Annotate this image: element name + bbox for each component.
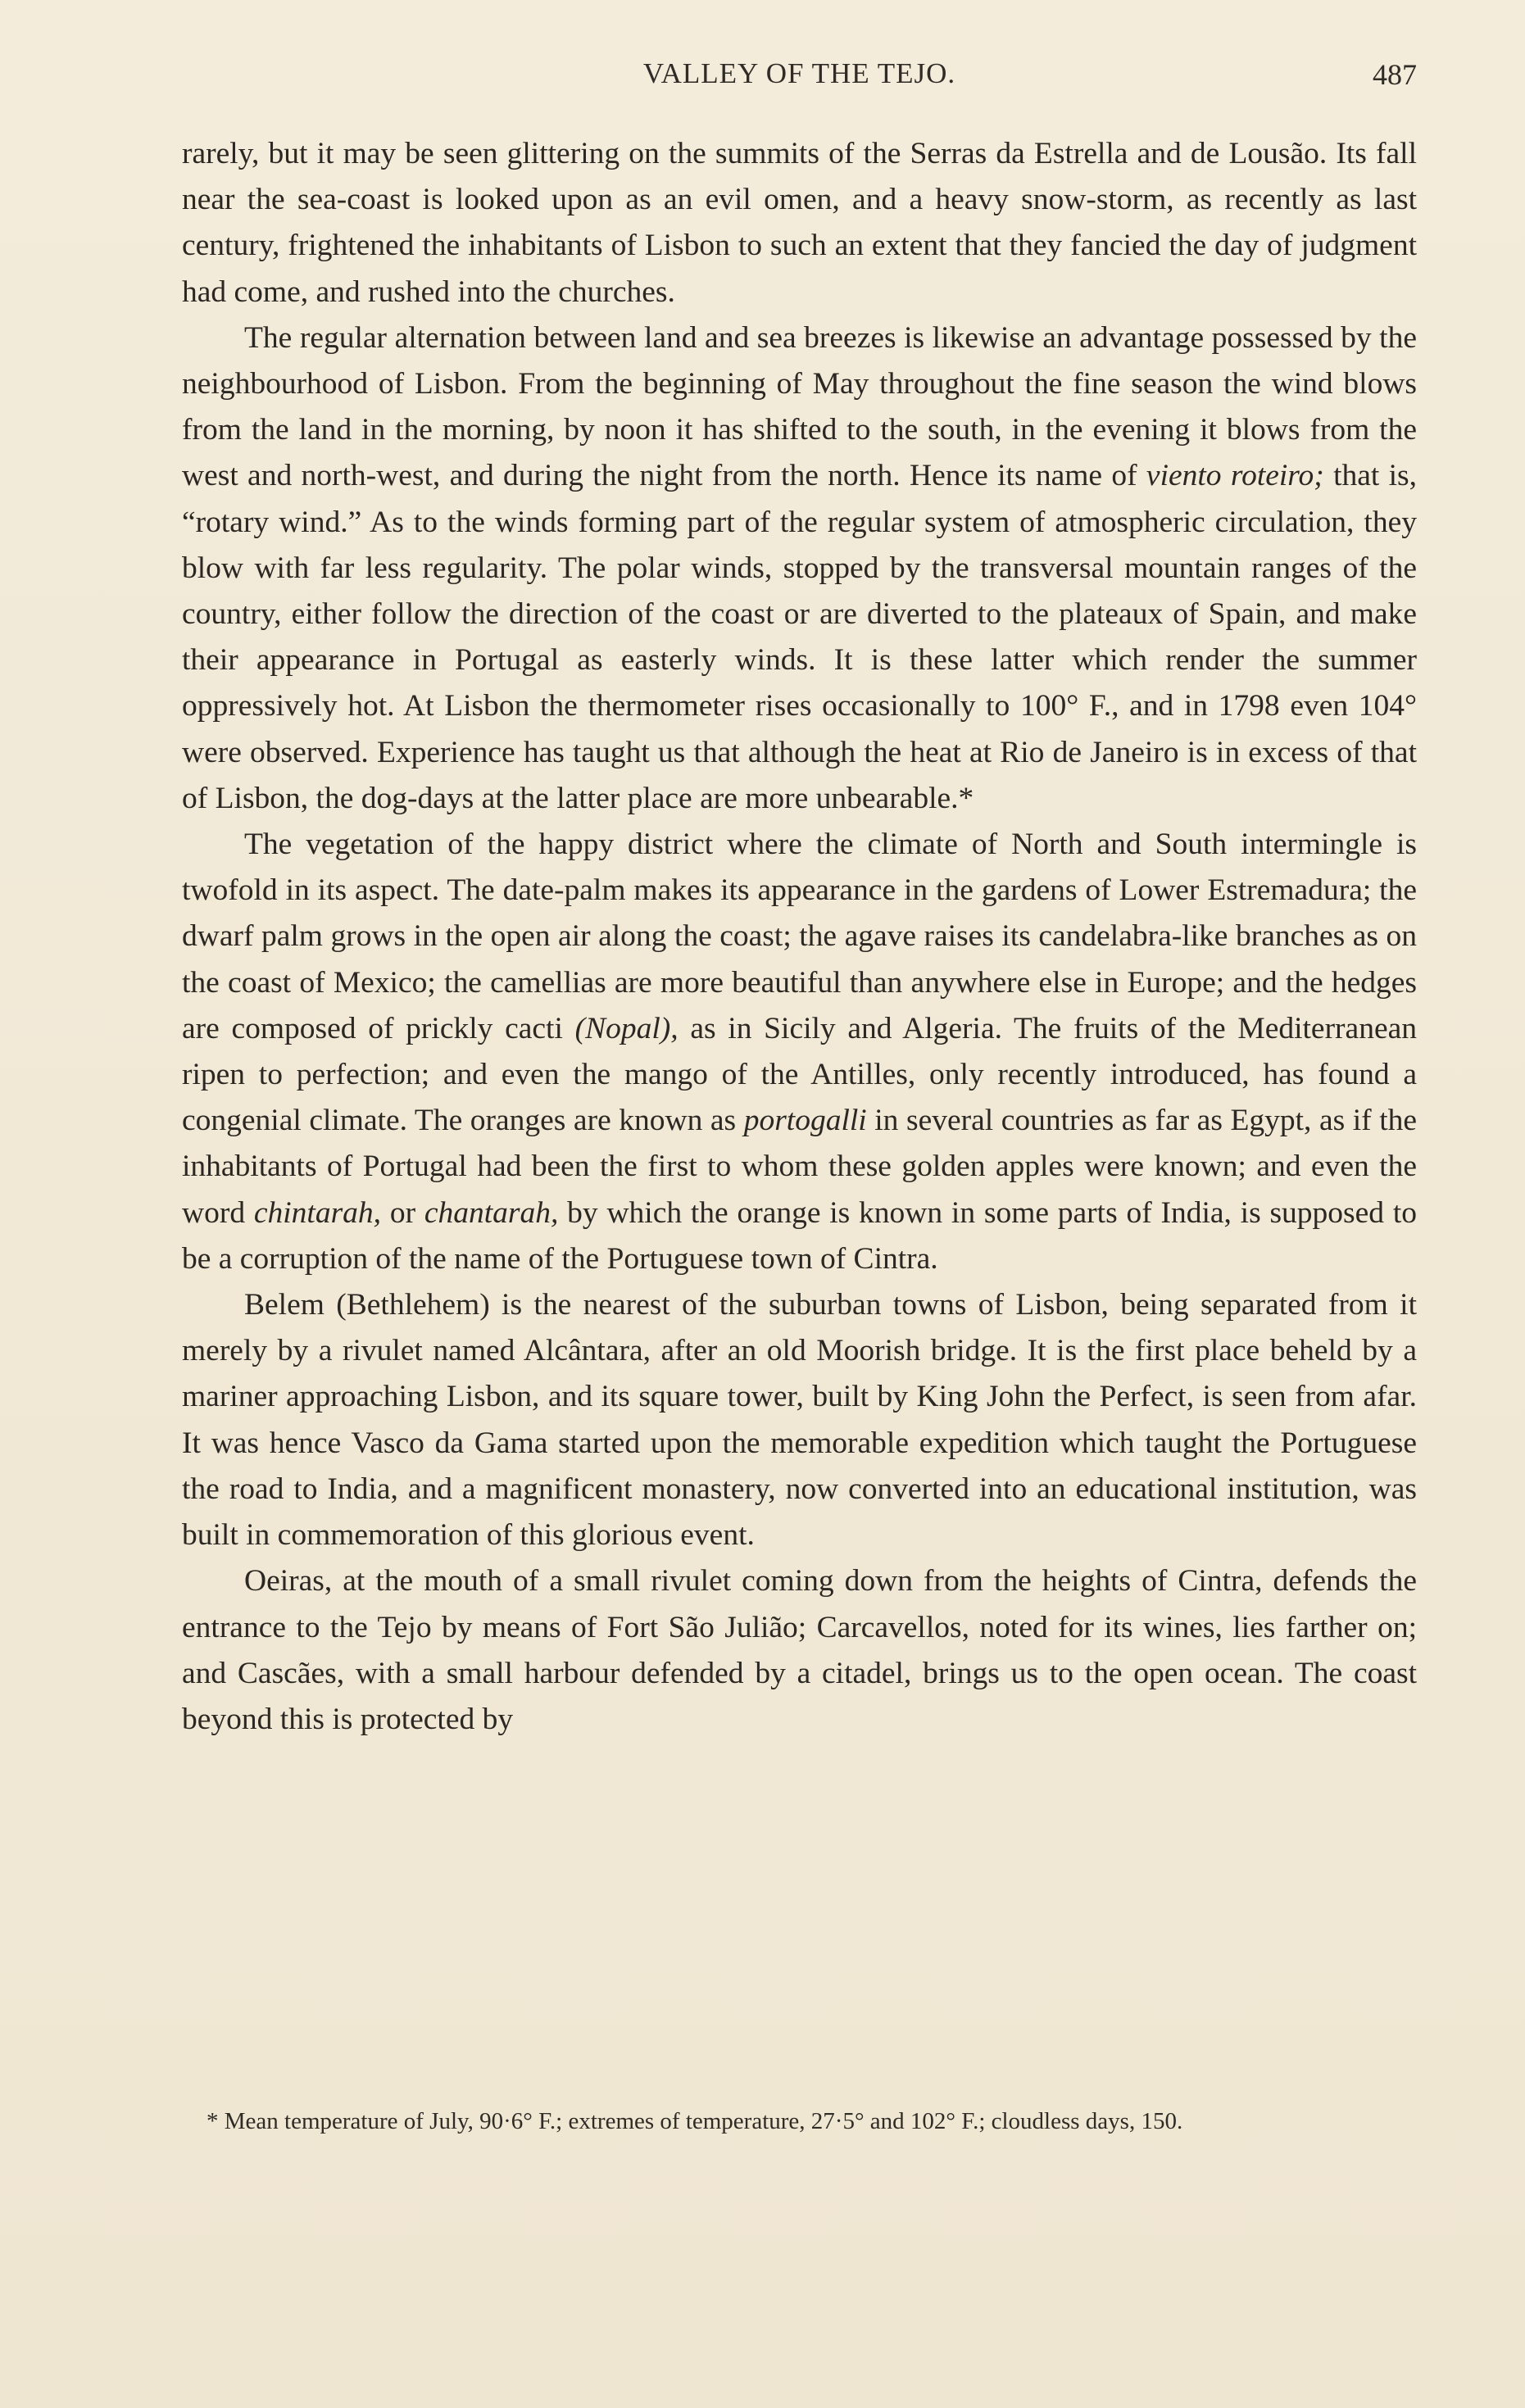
paragraph-vegetation-text-e: by which the orange is known in some parts of India, is supposed to be a corruption of the name of the Portuguese town of Cintra. <box>182 1195 1417 1276</box>
page-header <box>182 57 1417 107</box>
paragraph-vegetation-text-c: in several countries as far as Egypt, as if the inhabitants of Portugal had been the first to whom these golden apples were known; and even the word <box>182 1104 1418 1230</box>
body-text <box>182 131 1417 1743</box>
running-head: VALLEY OF THE TEJO. <box>642 57 956 89</box>
paragraph-oeiras-text: Oeiras, at the mouth of a small rivulet coming down from the heights of Cintra, defends the entrance to the Tejo by means of Fort São Julião; Carcavellos, noted for its wines, lies farther on; and Cascães, with a small harbour defended by a citadel, brings us to the open ocean. The coast beyond this is protected by <box>182 1564 1417 1736</box>
paragraph-vegetation-text-b: as in Sicily and Algeria. The fruits of the Mediterranean ripen to perfection; and even the mango of the Antilles, only recently introduced, has found a congenial climate. The oranges are known as <box>182 1011 1417 1138</box>
paragraph-vegetation <box>182 822 1417 1282</box>
paragraph-belem <box>182 1282 1417 1558</box>
paragraph-belem-text: Belem (Bethlehem) is the nearest of the suburban towns of Lisbon, being separated from it merely by a rivulet named Alcântara, after an old Moorish bridge. It is the first place beheld by a mariner approaching Lisbon, and its square tower, built by King John the Perfect, is seen from afar. It was hence Vasco da Gama started upon the memorable expedition which taught the Portuguese the road to India, and a magnificent monastery, now converted into an educational institution, was built in commemoration of this glorious event. <box>182 1288 1417 1553</box>
paragraph-vegetation-italic-nopal: (Nopal), <box>574 1011 679 1045</box>
paragraph-breezes-text-a: The regular alternation between land and sea breezes is likewise an advantage possessed by the neighbourhood of Lisbon. From the beginning of May throughout the fine season the wind blows from the land in the morning, by noon it has shifted to the south, in the evening it blows from the west and north-west, and during the night from the north. Hence its name of <box>182 320 1417 493</box>
paragraph-breezes-italic: viento roteiro; <box>1146 459 1324 493</box>
paragraph-snow-text: rarely, but it may be seen glittering on the summits of the Serras da Estrella and de Lousão. Its fall near the sea-coast is looked upon as an evil omen, and a heavy snow-storm, as recently as last century, frightened the inhabitants of Lisbon to such an extent that they fancied the day of judgment had come, and rushed into the churches. <box>182 137 1417 309</box>
paragraph-vegetation-italic-chantarah: chantarah, <box>424 1195 559 1230</box>
paragraph-oeiras <box>182 1558 1417 1743</box>
paragraph-breezes <box>182 315 1417 822</box>
paragraph-vegetation-italic-chintarah: chintarah, <box>253 1195 382 1230</box>
paragraph-vegetation-text-a: The vegetation of the happy district where the climate of North and South intermingle is twofold in its aspect. The date-palm makes its appearance in the gardens of Lower Estremadura; the dwarf palm grows in the open air along the coast; the agave raises its candelabra-like branches as on the coast of Mexico; the camellias are more beautiful than anywhere else in Europe; and the hedges are composed of prickly cacti <box>182 828 1417 1045</box>
paragraph-vegetation-italic-portogalli: portogalli <box>743 1104 867 1138</box>
paragraph-snow <box>182 131 1417 315</box>
page-number: 487 <box>1373 58 1417 91</box>
paragraph-breezes-text-b: that is, “rotary wind.” As to the winds forming part of the regular system of atmospheric circulation, they blow with far less regularity. The polar winds, stopped by the transversal mountain ranges of the country, either follow the direction of the coast or are diverted to the plateaux of Spain, and make their appearance in Portugal as easterly winds. It is these latter which render the summer oppressively hot. At Lisbon the thermometer rises occasionally to 100° F., and in 1798 even 104° were observed. Experience has taught us that although the heat at Rio de Janeiro is in excess of that of Lisbon, the dog-days at the latter place are more unbearable.* <box>182 459 1418 815</box>
footnote-text: * Mean temperature of July, 90·6° F.; extremes of temperature, 27·5° and 102° F.; cloudless days, 150. <box>207 2108 1183 2134</box>
paragraph-vegetation-text-d: or <box>381 1195 424 1230</box>
footnote <box>182 2103 1417 2139</box>
